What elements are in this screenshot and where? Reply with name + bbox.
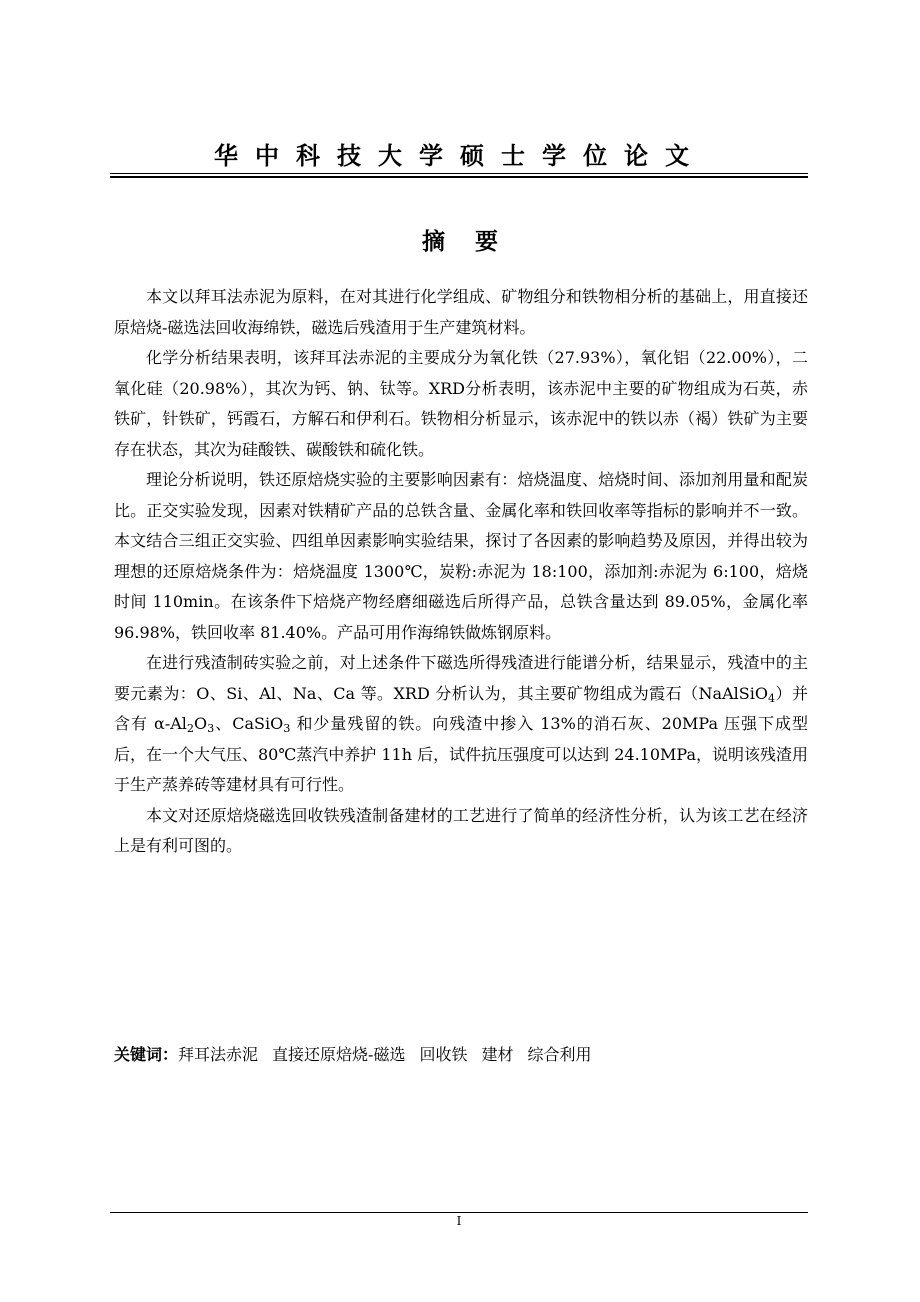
thesis-header-title: 华中科技大学硕士学位论文 bbox=[214, 141, 706, 170]
p4-sub-2: 2 bbox=[186, 721, 195, 735]
header-rule-thin bbox=[110, 173, 808, 174]
p4-text-4: 、CaSiO bbox=[214, 714, 284, 733]
header-rule-thick bbox=[110, 176, 808, 178]
p4-text-5: 和少量残留的铁。向残渣中掺入 13%的消石灰、20MPa 压强下成型后，在一个大气压、80℃蒸汽中养护 11h 后，试件抗压强度可以达到 24.10MPa，说明该残渣用于生产蒸养砖等建材具有可行性。 bbox=[114, 714, 808, 794]
abstract-paragraph-5: 本文对还原焙烧磁选回收铁残渣制备建材的工艺进行了简单的经济性分析，认为该工艺在经济上是有利可图的。 bbox=[114, 805, 808, 855]
keyword-item: 直接还原焙烧-磁选 bbox=[272, 1045, 406, 1064]
page-number: I bbox=[456, 1214, 462, 1228]
p4-sub-1: 4 bbox=[767, 691, 776, 705]
p4-text-2: ）并含有 α-Al bbox=[114, 683, 808, 733]
keyword-item: 综合利用 bbox=[527, 1045, 592, 1064]
abstract-paragraph-2: 化学分析结果表明，该拜耳法赤泥的主要成分为氧化铁（27.93%），氧化铝（22.00%），二氧化硅（20.98%），其次为钙、钠、钛等。XRD分析表明，该赤泥中主要的矿物组成为石英，赤铁矿，针铁矿，钙霞石，方解石和伊利石。铁物相分析显示，该赤泥中的铁以赤（褐）铁矿为主要存在状态，其次为硅酸铁、碳酸铁和硫化铁。 bbox=[114, 348, 808, 459]
abstract-paragraph-4 bbox=[114, 648, 808, 801]
p4-sub-3: 3 bbox=[207, 721, 215, 735]
keywords-label: 关键词： bbox=[114, 1045, 179, 1064]
abstract-body bbox=[114, 282, 808, 862]
abstract-paragraph-1: 本文以拜耳法赤泥为原料，在对其进行化学组成、矿物组分和铁物相分析的基础上，用直接还原焙烧-磁选法回收海绵铁，磁选后残渣用于生产建筑材料。 bbox=[114, 287, 808, 337]
keyword-item: 拜耳法赤泥 bbox=[178, 1045, 259, 1064]
keyword-item: 建材 bbox=[481, 1045, 514, 1064]
abstract-paragraph-3: 理论分析说明，铁还原焙烧实验的主要影响因素有：焙烧温度、焙烧时间、添加剂用量和配炭比。正交实验发现，因素对铁精矿产品的总铁含量、金属化率和铁回收率等指标的影响并不一致。本文结合三组正交实验、四组单因素影响实验结果，探讨了各因素的影响趋势及原因，并得出较为理想的还原焙烧条件为：焙烧温度 1300℃，炭粉:赤泥为 18:100，添加剂:赤泥为 6:100，焙烧时间 110min。在该条件下焙烧产物经磨细磁选后所得产品，总铁含量达到 89.05%，金属化率 96.98%，铁回收率 81.40%。产品可用作海绵铁做炼钢原料。 bbox=[114, 470, 808, 642]
p4-sub-4: 3 bbox=[283, 721, 291, 735]
p4-text-1: 在进行残渣制砖实验之前，对上述条件下磁选所得残渣进行能谱分析，结果显示，残渣中的主要元素为：O、Si、Al、Na、Ca 等。XRD 分析认为，其主要矿物组成为霞石（NaAlSiO bbox=[114, 653, 808, 703]
abstract-heading: 摘 要 bbox=[421, 228, 498, 255]
p4-text-3: O bbox=[194, 714, 208, 733]
keyword-item: 回收铁 bbox=[419, 1045, 468, 1064]
keywords-line bbox=[114, 1040, 606, 1070]
